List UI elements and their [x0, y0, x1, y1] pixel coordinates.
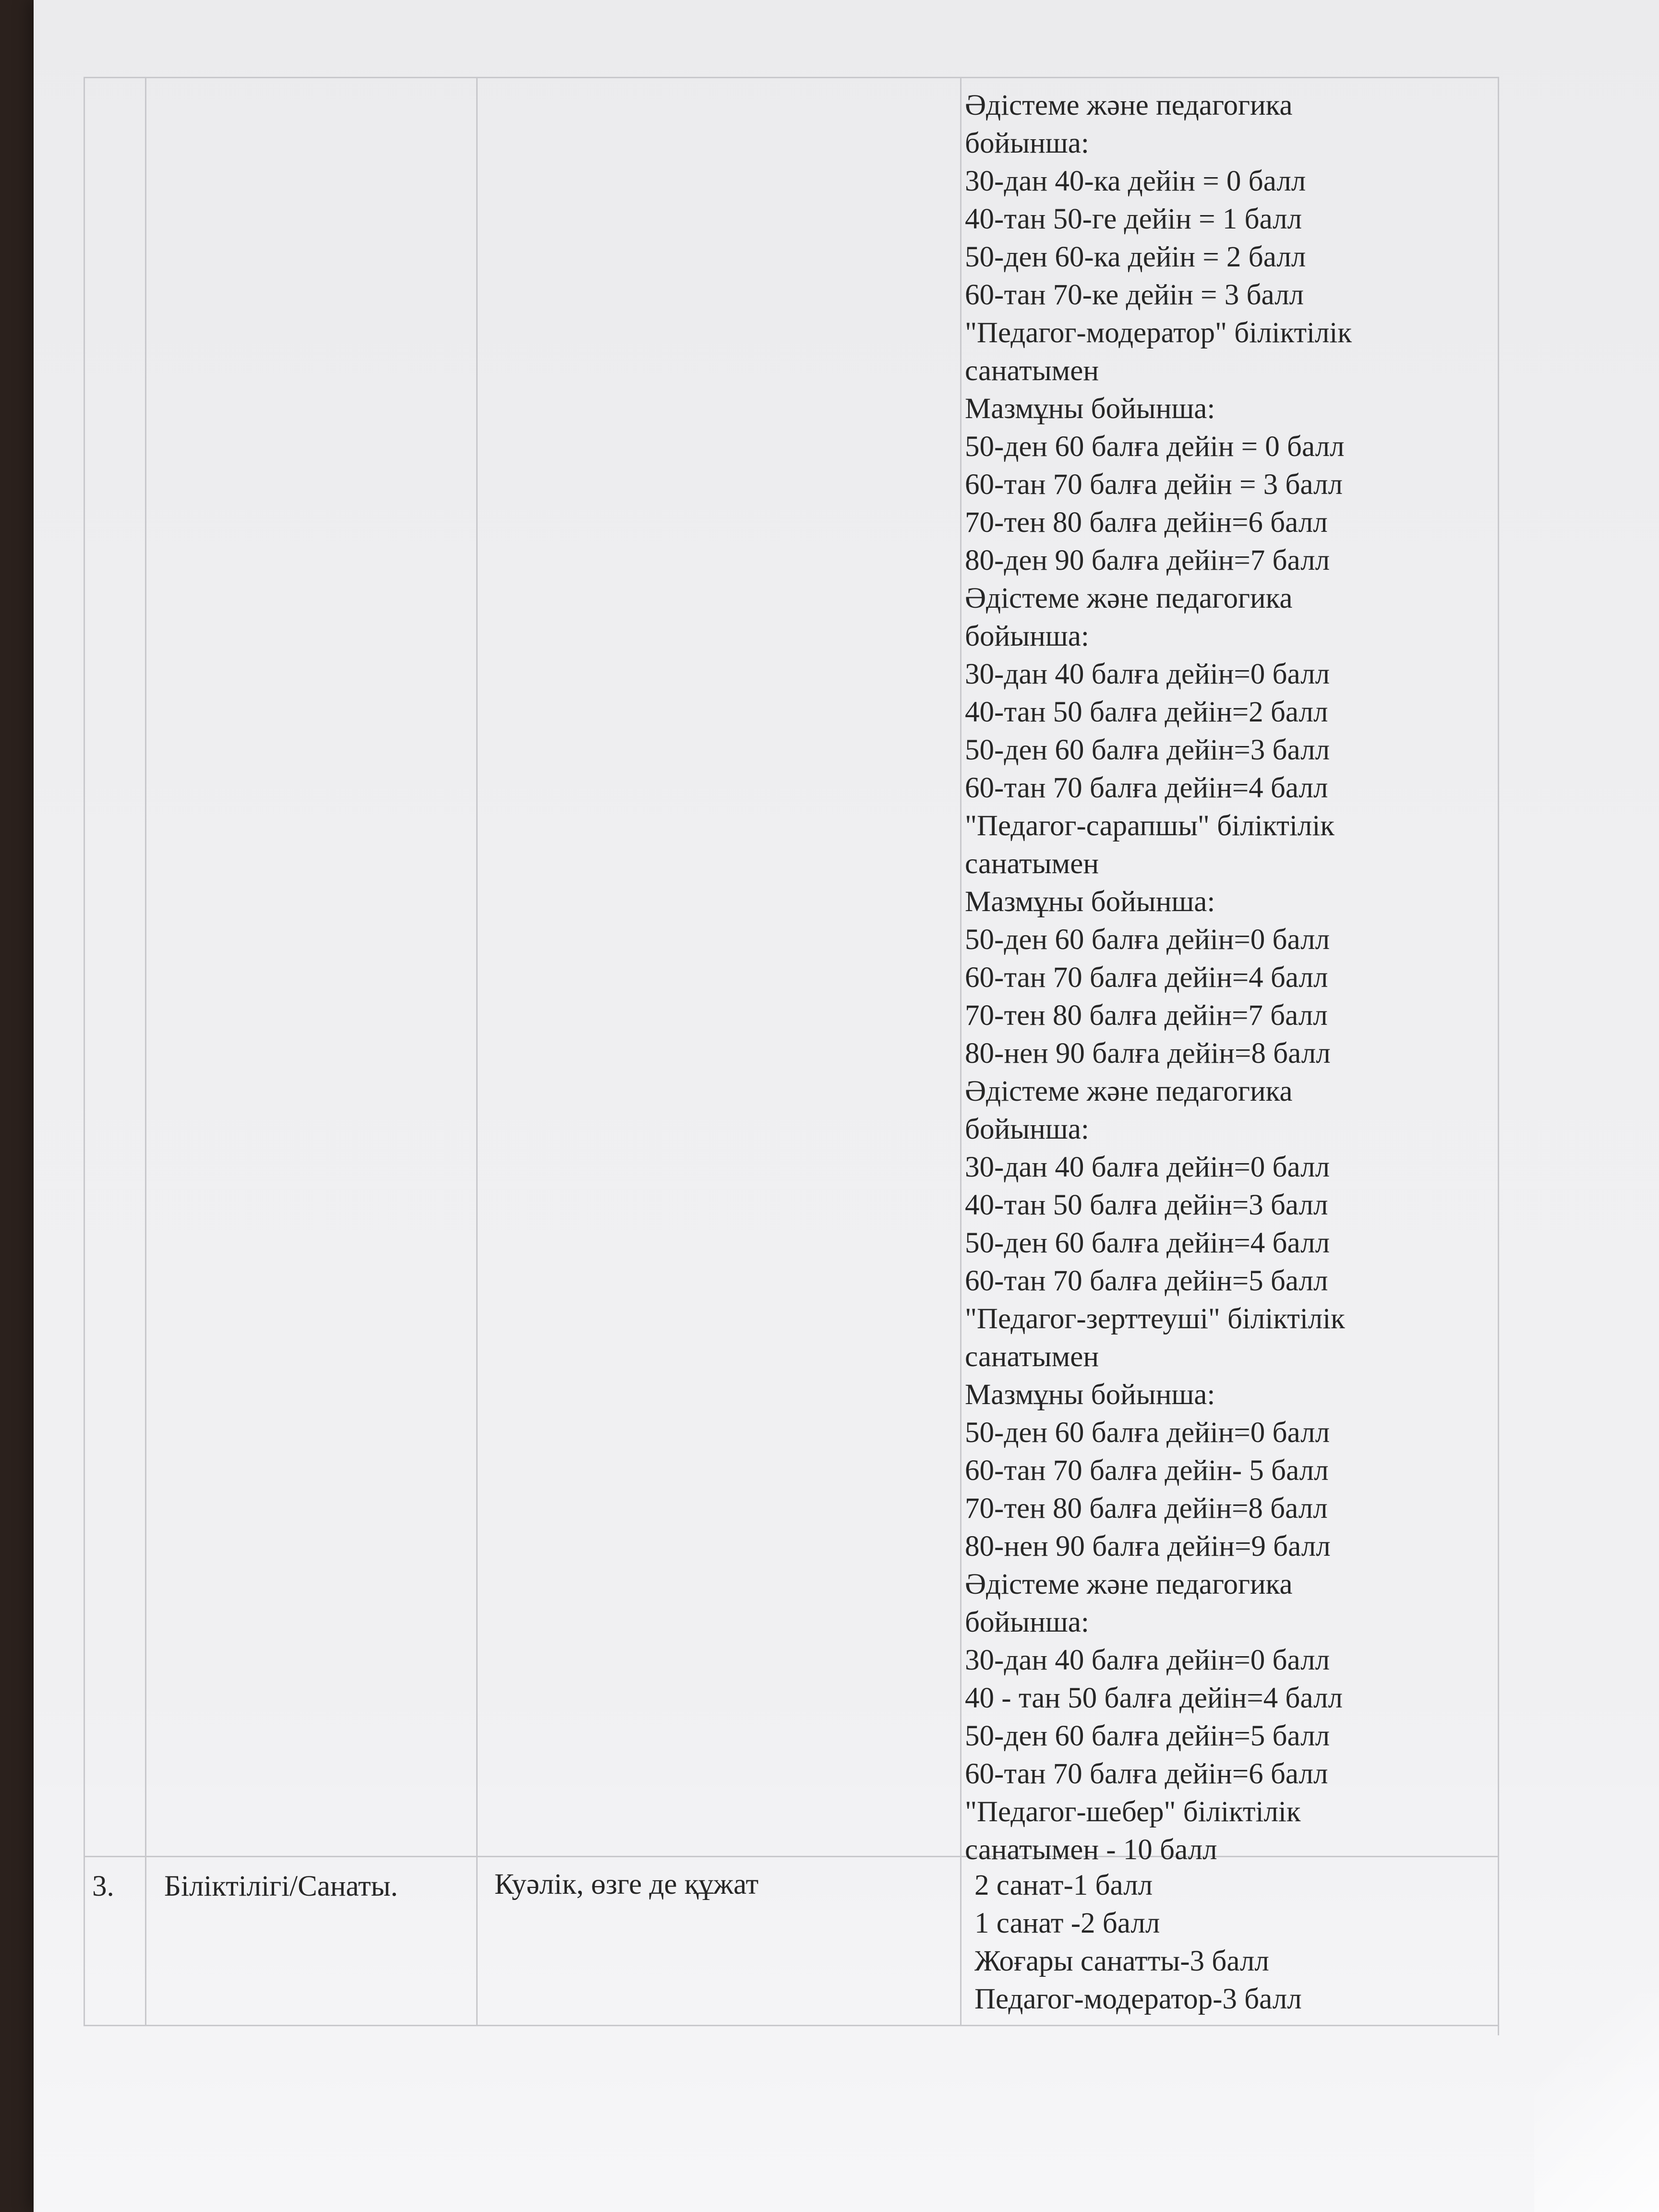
criteria-line: санатымен [965, 848, 1099, 880]
criteria-line: 40-тан 50 балға дейін=2 балл [965, 696, 1328, 728]
criteria-line: Мазмұны бойынша: [965, 1379, 1215, 1411]
criteria-line: 70-тен 80 балға дейін=8 балл [965, 1492, 1328, 1525]
table-column-divider-2 [476, 77, 478, 2026]
criteria-line: Әдістеме және педагогика [965, 1568, 1293, 1600]
table-column-divider-1 [145, 77, 146, 2026]
row-3-score-cell [974, 1866, 1302, 2018]
criteria-line: 60-тан 70 балға дейін=4 балл [965, 962, 1328, 994]
criteria-line: Мазмұны бойынша: [965, 393, 1215, 425]
criteria-line: 30-дан 40-ка дейін = 0 балл [965, 165, 1306, 197]
criteria-line: "Педагог-шебер" біліктілік [965, 1796, 1301, 1828]
criteria-line: 40-тан 50-ге дейін = 1 балл [965, 203, 1302, 235]
criteria-line: 60-тан 70 балға дейін=6 балл [965, 1758, 1328, 1790]
criteria-line: 40-тан 50 балға дейін=3 балл [965, 1189, 1328, 1221]
score-line: 1 санат -2 балл [974, 1907, 1160, 1939]
criteria-line: 40 - тан 50 балға дейін=4 балл [965, 1682, 1343, 1714]
criteria-line: 50-ден 60 балға дейін = 0 балл [965, 431, 1345, 463]
table-border-bottom [84, 2025, 1499, 2026]
criteria-line: 60-тан 70 балға дейін=5 балл [965, 1265, 1328, 1297]
criteria-line: 30-дан 40 балға дейін=0 балл [965, 658, 1330, 690]
criteria-line: 80-нен 90 балға дейін=8 балл [965, 1037, 1331, 1070]
criteria-line: 50-ден 60-ка дейін = 2 балл [965, 241, 1306, 273]
criteria-line: Әдістеме және педагогика [965, 1075, 1293, 1107]
table-border-top [84, 77, 1499, 78]
criteria-scoring-cell [965, 86, 1352, 1869]
table-border-right [1498, 77, 1499, 2035]
criteria-line: 50-ден 60 балға дейін=0 балл [965, 924, 1330, 956]
criteria-line: 70-тен 80 балға дейін=6 балл [965, 506, 1328, 539]
criteria-line: Мазмұны бойынша: [965, 886, 1215, 918]
criteria-line: 80-нен 90 балға дейін=9 балл [965, 1530, 1331, 1563]
criteria-line: 30-дан 40 балға дейін=0 балл [965, 1151, 1330, 1183]
criteria-line: 30-дан 40 балға дейін=0 балл [965, 1644, 1330, 1676]
criteria-line: "Педагог-сарапшы" біліктілік [965, 810, 1334, 842]
criteria-line: 60-тан 70 балға дейін- 5 балл [965, 1455, 1329, 1487]
score-line: 2 санат-1 балл [974, 1869, 1153, 1901]
table-column-divider-3 [960, 77, 962, 2026]
row-3-number: 3. [92, 1870, 114, 1902]
criteria-line: бойынша: [965, 1606, 1089, 1638]
criteria-line: санатымен - 10 балл [965, 1834, 1217, 1866]
criteria-line: 50-ден 60 балға дейін=5 балл [965, 1720, 1330, 1752]
criteria-line: 70-тен 80 балға дейін=7 балл [965, 999, 1328, 1032]
criteria-line: 80-ден 90 балға дейін=7 балл [965, 544, 1330, 577]
criteria-line: 50-ден 60 балға дейін=4 балл [965, 1227, 1330, 1259]
criteria-line: бойынша: [965, 1113, 1089, 1145]
criteria-line: бойынша: [965, 620, 1089, 652]
criteria-line: "Педагог-зерттеуші" біліктілік [965, 1303, 1345, 1335]
criteria-line: санатымен [965, 1341, 1099, 1373]
document-page [34, 0, 1659, 2212]
criteria-line: санатымен [965, 355, 1099, 387]
criteria-line: "Педагог-модератор" біліктілік [965, 317, 1352, 349]
criteria-line: 50-ден 60 балға дейін=3 балл [965, 734, 1330, 766]
row-3-criterion: Біліктілігі/Санаты. [164, 1870, 398, 1902]
criteria-line: Әдістеме және педагогика [965, 89, 1293, 121]
criteria-line: 60-тан 70-ке дейін = 3 балл [965, 279, 1304, 311]
score-line: Жоғары санатты-3 балл [974, 1945, 1269, 1977]
criteria-line: Әдістеме және педагогика [965, 582, 1293, 614]
score-line: Педагог-модератор-3 балл [974, 1983, 1302, 2015]
criteria-line: 60-тан 70 балға дейін = 3 балл [965, 469, 1343, 501]
criteria-line: 60-тан 70 балға дейін=4 балл [965, 772, 1328, 804]
criteria-line: бойынша: [965, 127, 1089, 159]
criteria-line: 50-ден 60 балға дейін=0 балл [965, 1417, 1330, 1449]
table-border-left [84, 77, 85, 2026]
paper-edge-highlight [1534, 1962, 1659, 2212]
row-3-document: Куәлік, өзге де құжат [494, 1868, 759, 1900]
